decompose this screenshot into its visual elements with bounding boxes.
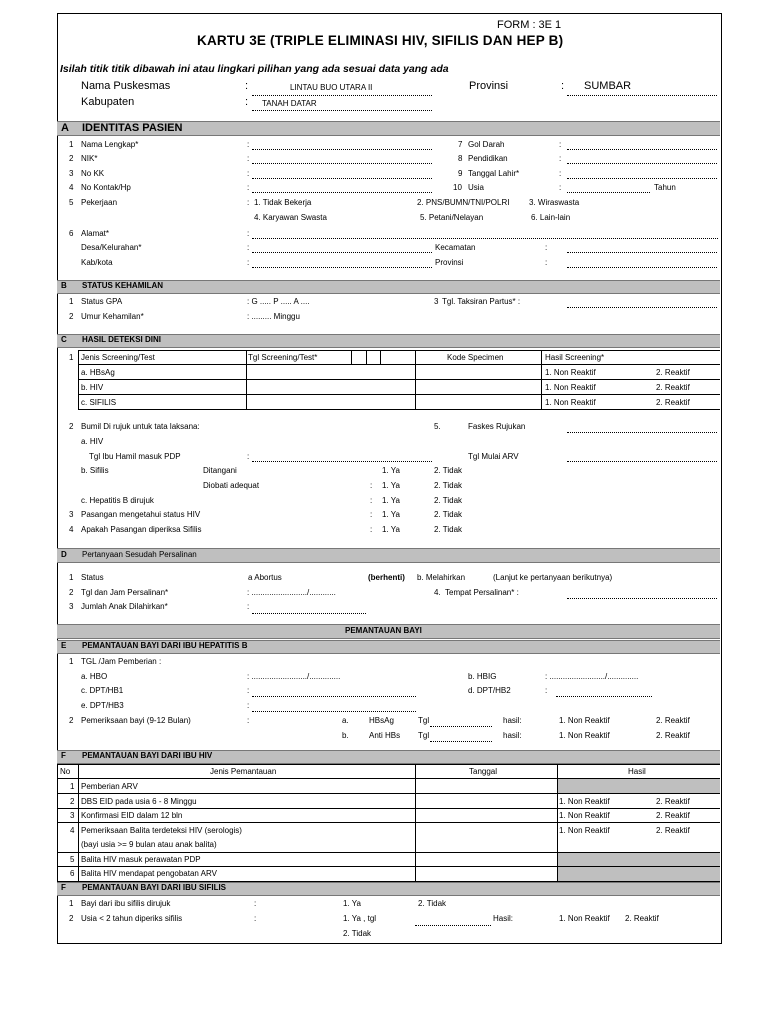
- anti-hbs-label: Anti HBs: [369, 731, 401, 740]
- row-number: 7: [458, 140, 463, 149]
- row-number: 5: [69, 198, 74, 207]
- kecamatan-field[interactable]: [567, 252, 717, 253]
- provinsi-value[interactable]: SUMBAR: [584, 80, 632, 92]
- option-non-reaktif[interactable]: 1. Non Reaktif: [559, 797, 610, 806]
- section-f-letter: F: [61, 883, 66, 892]
- item-letter: b.: [342, 731, 349, 740]
- desa-field[interactable]: [252, 252, 432, 253]
- job-option-4[interactable]: 4. Karyawan Swasta: [254, 213, 327, 222]
- option-non-reaktif[interactable]: 1. Non Reaktif: [545, 398, 596, 407]
- umur-label: Umur Kehamilan*: [81, 312, 144, 321]
- bayi-dirujuk-label: Bayi dari ibu sifilis dirujuk: [81, 899, 171, 908]
- job-option-6[interactable]: 6. Lain-lain: [531, 213, 571, 222]
- status-label: Status: [81, 573, 104, 582]
- puskesmas-line: [252, 95, 432, 96]
- option-non-reaktif[interactable]: 1. Non Reaktif: [545, 383, 596, 392]
- usia-sifilis-label: Usia < 2 tahun diperiks sifilis: [81, 914, 183, 923]
- row-number: 2: [69, 914, 74, 923]
- puskesmas-value[interactable]: LINTAU BUO UTARA II: [290, 83, 373, 92]
- monitoring-row: Balita HIV masuk perawatan PDP: [81, 855, 201, 864]
- col-jenis-screening: Jenis Screening/Test: [81, 353, 155, 362]
- taksiran-field[interactable]: [567, 307, 717, 308]
- option-non-reaktif[interactable]: 1. Non Reaktif: [559, 716, 610, 725]
- row-number: 1: [69, 353, 74, 362]
- section-f-sifilis-title: PEMANTAUAN BAYI DARI IBU SIFILIS: [82, 883, 227, 892]
- option-ya-tgl[interactable]: 1. Ya , tgl: [343, 914, 377, 923]
- row-number: 5.: [434, 422, 441, 431]
- tgl-pdp-field[interactable]: [252, 461, 432, 462]
- sifilis-label: b. Sifilis: [81, 466, 109, 475]
- option-ya[interactable]: 1. Ya: [382, 510, 400, 519]
- row-number: 4: [70, 826, 75, 835]
- row-number: 9: [458, 169, 463, 178]
- option-ya[interactable]: 1. Ya: [382, 496, 400, 505]
- provinsi-a-field[interactable]: [567, 267, 717, 268]
- row-number: 6: [70, 869, 75, 878]
- row-number: 1: [69, 657, 74, 666]
- hepb-label: c. Hepatitis B dirujuk: [81, 496, 154, 505]
- usia-label: Usia: [468, 183, 485, 192]
- kabupaten-label: Kabupaten: [81, 96, 135, 108]
- section-c-letter: C: [61, 335, 67, 344]
- option-tidak[interactable]: 2. Tidak: [343, 929, 372, 938]
- umur-field[interactable]: : ......... Minggu: [247, 312, 300, 321]
- sifilis-tgl-field[interactable]: [415, 925, 491, 926]
- provinsi-label: Provinsi: [469, 80, 509, 92]
- row-number: 3: [434, 297, 439, 306]
- row-number: 6: [69, 229, 74, 238]
- hbo-field[interactable]: : ........................./..............: [247, 672, 341, 681]
- col-tgl-screening: Tgl Screening/Test*: [248, 353, 318, 362]
- option-reaktif[interactable]: 2. Reaktif: [656, 797, 690, 806]
- puskesmas-label: Nama Puskesmas: [81, 80, 171, 92]
- hbo-label: a. HBO: [81, 672, 108, 681]
- col-kode-specimen: Kode Specimen: [447, 353, 504, 362]
- pekerjaan-label: Pekerjaan: [81, 198, 118, 207]
- job-option-1[interactable]: 1. Tidak Bekerja: [254, 198, 312, 207]
- col-jenis-pemantauan: Jenis Pemantauan: [210, 767, 277, 776]
- colon: :: [254, 914, 257, 923]
- option-reaktif[interactable]: 2. Reaktif: [656, 811, 690, 820]
- pendidikan-field[interactable]: [567, 163, 717, 164]
- row-number: 1: [70, 782, 75, 791]
- row-number: 4: [69, 525, 74, 534]
- tempat-persalinan-field[interactable]: [567, 598, 717, 599]
- kabkota-field[interactable]: [252, 267, 432, 268]
- kontak-field[interactable]: [252, 192, 432, 193]
- dpt-hb2-field[interactable]: [556, 696, 652, 697]
- tgl-persalinan-label: Tgl dan Jam Persalinan*: [81, 588, 169, 597]
- hbsag-label: HBsAg: [369, 716, 394, 725]
- faskes-field[interactable]: [567, 432, 717, 433]
- alamat-field[interactable]: [252, 238, 718, 239]
- desa-label: Desa/Kelurahan*: [81, 243, 142, 252]
- option-tidak[interactable]: 2. Tidak: [418, 899, 447, 908]
- nik-field[interactable]: [252, 163, 432, 164]
- option-ya[interactable]: 1. Ya: [382, 525, 400, 534]
- tgl-pdp-label: Tgl Ibu Hamil masuk PDP: [89, 452, 181, 461]
- section-d-title: Pertanyaan Sesudah Persalinan: [82, 550, 197, 559]
- row-number: 2: [69, 312, 74, 321]
- monitoring-row: Konfirmasi EID dalam 12 bln: [81, 811, 183, 820]
- job-option-3[interactable]: 3. Wiraswasta: [529, 198, 580, 207]
- row-number: 10: [453, 183, 462, 192]
- nokk-field[interactable]: [252, 178, 432, 179]
- option-reaktif[interactable]: 2. Reaktif: [656, 731, 690, 740]
- jumlah-anak-field[interactable]: [252, 613, 366, 614]
- option-ya[interactable]: 1. Ya: [382, 481, 400, 490]
- hasil-label: hasil:: [503, 716, 522, 725]
- berhenti-note: (berhenti): [368, 573, 405, 582]
- tgl-label: Tgl: [418, 731, 430, 740]
- screening-row-sifilis: c. SIFILIS: [81, 398, 117, 407]
- row-number: 2: [70, 797, 75, 806]
- option-reaktif[interactable]: 2. Reaktif: [656, 826, 690, 835]
- pemantauan-bayi-title: PEMANTAUAN BAYI: [345, 626, 422, 635]
- option-tidak[interactable]: 2. Tidak: [434, 510, 463, 519]
- row-number: 3: [69, 510, 74, 519]
- kabupaten-value[interactable]: TANAH DATAR: [262, 99, 317, 108]
- rujuk-label: Bumil Di rujuk untuk tata laksana:: [81, 422, 200, 431]
- pendidikan-label: Pendidikan: [468, 154, 508, 163]
- dpt-hb2-label: d. DPT/HB2: [468, 686, 511, 695]
- kecamatan-label: Kecamatan: [435, 243, 476, 252]
- hbig-label: b. HBIG: [468, 672, 497, 681]
- section-f-letter: F: [61, 751, 66, 760]
- option-ya[interactable]: 1. Ya: [382, 466, 400, 475]
- provinsi-a-label: Provinsi: [435, 258, 464, 267]
- tgl-jam-pemberian-label: TGL /Jam Pemberian :: [81, 657, 162, 666]
- kabupaten-line: [252, 110, 432, 111]
- tempat-persalinan-label: Tempat Persalinan* :: [445, 588, 519, 597]
- job-option-5[interactable]: 5. Petani/Nelayan: [420, 213, 484, 222]
- row-number: 2: [69, 716, 74, 725]
- col-hasil: Hasil: [628, 767, 646, 776]
- gpa-label: Status GPA: [81, 297, 123, 306]
- monitoring-row: Pemeriksaan Balita terdeteksi HIV (serologis): [81, 826, 242, 835]
- tgl-lahir-field[interactable]: [567, 178, 717, 179]
- row-number: 1: [69, 140, 74, 149]
- monitoring-row: Balita HIV mendapat pengobatan ARV: [81, 869, 217, 878]
- option-ya[interactable]: 1. Ya: [343, 899, 361, 908]
- option-non-reaktif[interactable]: 1. Non Reaktif: [559, 826, 610, 835]
- monitoring-row: Pemberian ARV: [81, 782, 138, 791]
- row-number: 3: [70, 811, 75, 820]
- colon: :: [245, 80, 249, 92]
- section-d-letter: D: [61, 550, 67, 559]
- option-reaktif[interactable]: 2. Reaktif: [625, 914, 659, 923]
- option-reaktif[interactable]: 2. Reaktif: [656, 398, 690, 407]
- hbig-field[interactable]: : ........................./..............: [545, 672, 639, 681]
- usia-field[interactable]: [567, 192, 650, 193]
- option-non-reaktif[interactable]: 1. Non Reaktif: [559, 731, 610, 740]
- hasil-label: hasil:: [503, 731, 522, 740]
- dpt-hb1-label: c. DPT/HB1: [81, 686, 124, 695]
- pasangan-sifilis-label: Apakah Pasangan diperiksa Sifilis: [81, 525, 202, 534]
- section-b-title: STATUS KEHAMILAN: [82, 281, 164, 290]
- hbsag-tgl-field[interactable]: [430, 726, 492, 727]
- alamat-label: Alamat*: [81, 229, 110, 238]
- col-tanggal: Tanggal: [469, 767, 498, 776]
- gol-darah-label: Gol Darah: [468, 140, 505, 149]
- option-non-reaktif[interactable]: 1. Non Reaktif: [545, 368, 596, 377]
- dpt-hb3-label: e. DPT/HB3: [81, 701, 124, 710]
- tgl-arv-label: Tgl Mulai ARV: [468, 452, 519, 461]
- job-option-2[interactable]: 2. PNS/BUMN/TNI/POLRI: [417, 198, 510, 207]
- hasil-label: Hasil:: [493, 914, 514, 923]
- dpt-hb1-field[interactable]: [252, 696, 416, 697]
- nik-label: NIK*: [81, 154, 98, 163]
- row-number: 2: [69, 588, 74, 597]
- row-number: 4.: [434, 588, 441, 597]
- option-tidak[interactable]: 2. Tidak: [434, 525, 463, 534]
- jumlah-anak-label: Jumlah Anak Dilahirkan*: [81, 602, 168, 611]
- tgl-persalinan-field[interactable]: : ........................./............: [247, 588, 336, 597]
- provinsi-line: [567, 95, 717, 96]
- pemeriksaan-bayi-label: Pemeriksaan bayi (9-12 Bulan): [81, 716, 191, 725]
- colon: :: [245, 96, 249, 108]
- option-tidak[interactable]: 2. Tidak: [434, 481, 463, 490]
- instruction-text: Isilah titik titik dibawah ini atau lingkari pilihan yang ada sesuai data yang ada: [60, 63, 449, 75]
- row-number: 4: [69, 183, 74, 192]
- monitoring-row: DBS EID pada usia 6 - 8 Minggu: [81, 797, 197, 806]
- tgl-label: Tgl: [418, 716, 430, 725]
- section-f-hiv-title: PEMANTAUAN BAYI DARI IBU HIV: [82, 751, 213, 760]
- pasangan-hiv-label: Pasangan mengetahui status HIV: [81, 510, 201, 519]
- nokk-label: No KK: [81, 169, 105, 178]
- faskes-label: Faskes Rujukan: [468, 422, 526, 431]
- kabkota-label: Kab/kota: [81, 258, 113, 267]
- colon: :: [254, 899, 257, 908]
- antihbs-tgl-field[interactable]: [430, 741, 492, 742]
- kontak-label: No Kontak/Hp: [81, 183, 131, 192]
- row-number: 2: [69, 154, 74, 163]
- row-number: 3: [69, 602, 74, 611]
- col-hasil-screening: Hasil Screening*: [545, 353, 605, 362]
- nama-field[interactable]: [252, 149, 432, 150]
- form-code: FORM : 3E 1: [497, 19, 562, 31]
- option-tidak[interactable]: 2. Tidak: [434, 496, 463, 505]
- option-reaktif[interactable]: 2. Reaktif: [656, 383, 690, 392]
- screening-row-hbsag: a. HBsAg: [81, 368, 115, 377]
- section-b-letter: B: [61, 281, 67, 290]
- form-title: KARTU 3E (TRIPLE ELIMINASI HIV, SIFILIS DAN HEP B): [197, 33, 564, 48]
- colon: :: [561, 80, 565, 92]
- gpa-field[interactable]: : G ..... P ..... A ....: [247, 297, 310, 306]
- row-number: 1: [69, 573, 74, 582]
- tgl-lahir-label: Tanggal Lahir*: [468, 169, 520, 178]
- gol-darah-field[interactable]: [567, 149, 717, 150]
- dpt-hb3-field[interactable]: [252, 711, 416, 712]
- row-number: 1: [69, 899, 74, 908]
- col-no: No: [60, 767, 71, 776]
- row-number: 3: [69, 169, 74, 178]
- section-a-title: IDENTITAS PASIEN: [82, 122, 183, 134]
- ditangani-label: Ditangani: [203, 466, 237, 475]
- row-number: 8: [458, 154, 463, 163]
- row-number: 5: [70, 855, 75, 864]
- option-abortus[interactable]: a Abortus: [248, 573, 282, 582]
- section-c-title: HASIL DETEKSI DINI: [82, 335, 161, 344]
- tgl-arv-field[interactable]: [567, 461, 717, 462]
- option-non-reaktif[interactable]: 1. Non Reaktif: [559, 811, 610, 820]
- section-a-letter: A: [61, 122, 69, 134]
- option-non-reaktif[interactable]: 1. Non Reaktif: [559, 914, 610, 923]
- hiv-label: a. HIV: [81, 437, 104, 446]
- taksiran-label: Tgl. Taksiran Partus* :: [442, 297, 521, 306]
- item-letter: a.: [342, 716, 349, 725]
- option-reaktif[interactable]: 2. Reaktif: [656, 716, 690, 725]
- nama-label: Nama Lengkap*: [81, 140, 139, 149]
- monitoring-row-note: (bayi usia >= 9 bulan atau anak balita): [81, 840, 217, 849]
- tahun-label: Tahun: [654, 183, 676, 192]
- row-number: 1: [69, 297, 74, 306]
- option-melahirkan[interactable]: b. Melahirkan: [417, 573, 466, 582]
- diobati-label: Diobati adequat: [203, 481, 260, 490]
- lanjut-note: (Lanjut ke pertanyaan berikutnya): [493, 573, 613, 582]
- section-e-title: PEMANTAUAN BAYI DARI IBU HEPATITIS B: [82, 641, 248, 650]
- option-tidak[interactable]: 2. Tidak: [434, 466, 463, 475]
- option-reaktif[interactable]: 2. Reaktif: [656, 368, 690, 377]
- screening-row-hiv: b. HIV: [81, 383, 104, 392]
- row-number: 2: [69, 422, 74, 431]
- section-e-letter: E: [61, 641, 67, 650]
